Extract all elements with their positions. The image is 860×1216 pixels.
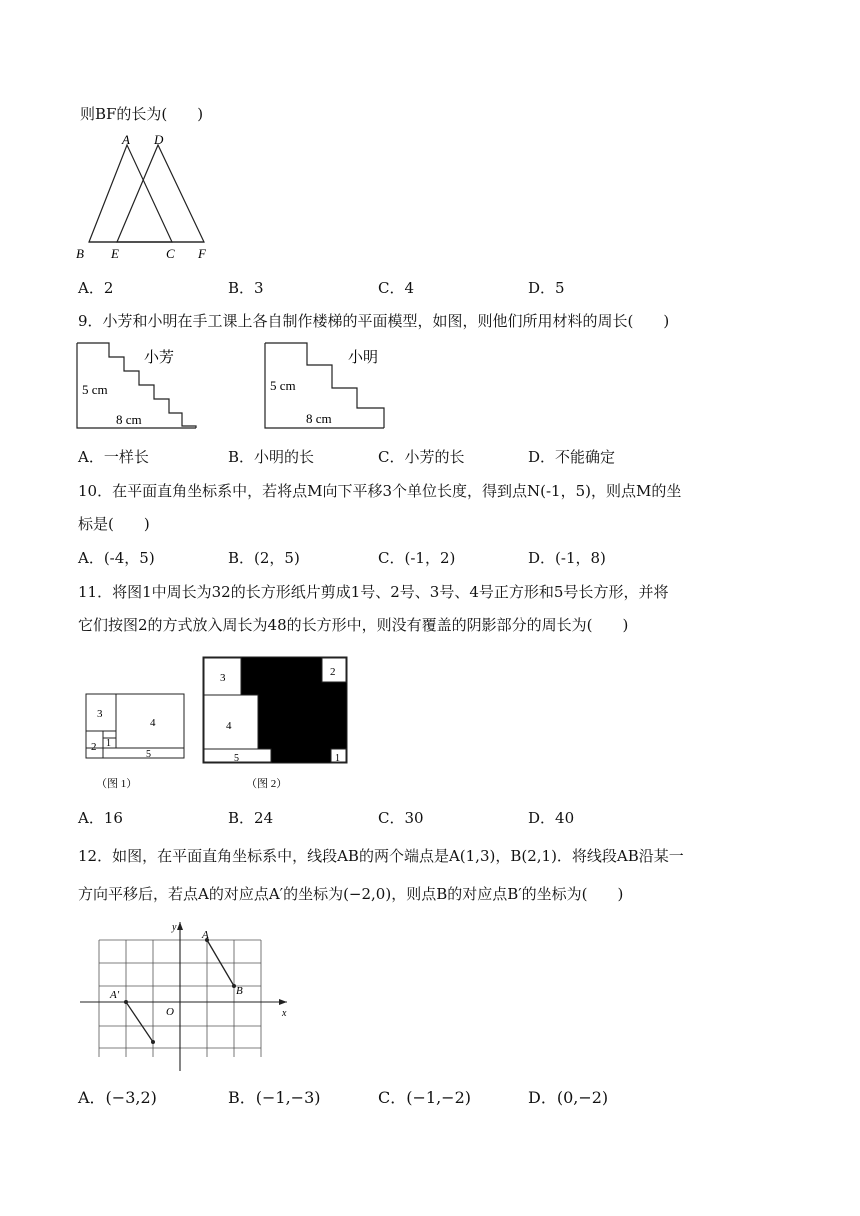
q8-option-b: B．3 — [228, 279, 264, 297]
q11-figure-1 — [82, 690, 188, 794]
q9-left-stair-figure — [74, 340, 204, 432]
fig2-label-4: 4 — [226, 720, 232, 732]
q8-tail: 则BF的长为( ) — [80, 105, 204, 123]
q11-option-a: A．16 — [78, 809, 123, 827]
right-height: 5 cm — [270, 378, 296, 393]
fig2-label-1: 1 — [335, 753, 340, 764]
point-b-label: B — [236, 985, 243, 997]
fig1-label-5: 5 — [146, 749, 151, 760]
q8-triangles-figure — [72, 132, 222, 264]
label-f: F — [198, 246, 206, 261]
q12-option-c: C．(−1,−2) — [378, 1088, 471, 1107]
point-a-label: A — [202, 929, 209, 941]
q10-stem-line1: 10．在平面直角坐标系中，若将点M向下平移3个单位长度，得到点N(-1，5)，则点M的坐 — [78, 482, 682, 500]
fig2-label-2: 2 — [330, 666, 336, 678]
q9-option-d: D．不能确定 — [528, 448, 616, 466]
q12-option-b: B．(−1,−3) — [228, 1088, 321, 1107]
q11-option-c: C．30 — [378, 809, 424, 827]
q11-stem-line1: 11．将图1中周长为32的长方形纸片剪成1号、2号、3号、4号正方形和5号长方形，并将 — [78, 583, 669, 601]
q11-figure-2 — [198, 652, 353, 794]
q9-option-a: A．一样长 — [78, 448, 149, 466]
right-name: 小明 — [348, 350, 379, 366]
left-width: 8 cm — [116, 412, 142, 427]
q9-option-c: C．小芳的长 — [378, 448, 465, 466]
q11-option-b: B．24 — [228, 809, 274, 827]
fig2-label-5: 5 — [234, 753, 239, 764]
x-axis-label: x — [282, 1008, 287, 1019]
q12-stem-line1: 12．如图，在平面直角坐标系中，线段AB的两个端点是A(1,3)，B(2,1)．将线段AB沿某一 — [78, 847, 684, 865]
fig1-label-3: 3 — [97, 708, 103, 720]
label-e: E — [111, 246, 119, 261]
fig1-label-4: 4 — [150, 717, 156, 729]
fig2-caption: （图 2） — [246, 778, 288, 790]
label-a: A — [122, 132, 130, 147]
q11-stem-line2: 它们按图2的方式放入周长为48的长方形中，则没有覆盖的阴影部分的周长为( ) — [78, 616, 629, 634]
q12-coordinate-figure — [72, 918, 297, 1076]
q8-option-a: A．2 — [78, 279, 114, 297]
q9-option-b: B．小明的长 — [228, 448, 315, 466]
q12-stem-line2: 方向平移后，若点A的对应点A′的坐标为(−2,0)，则点B的对应点B′的坐标为( ) — [78, 885, 624, 903]
label-b: B — [76, 246, 84, 261]
q10-option-a: A．(-4，5) — [78, 549, 155, 567]
right-width: 8 cm — [306, 411, 332, 426]
point-a-prime-label: A′ — [110, 989, 120, 1001]
label-d: D — [154, 132, 164, 147]
q10-option-b: B．(2，5) — [228, 549, 300, 567]
left-name: 小芳 — [144, 350, 175, 366]
fig2-label-3: 3 — [220, 672, 226, 684]
fig1-caption: （图 1） — [96, 778, 138, 790]
q10-option-d: D．(-1，8) — [528, 549, 606, 567]
fig1-label-2: 2 — [91, 741, 97, 753]
fig1-label-1: 1 — [106, 738, 111, 749]
origin-label: O — [166, 1006, 174, 1018]
q12-option-a: A．(−3,2) — [78, 1088, 157, 1107]
q10-option-c: C．(-1，2) — [378, 549, 456, 567]
y-axis-label: y — [172, 922, 177, 933]
left-height: 5 cm — [82, 382, 108, 397]
q8-option-d: D．5 — [528, 279, 565, 297]
q9-right-stair-figure — [262, 340, 392, 432]
q11-option-d: D．40 — [528, 809, 575, 827]
q9-stem: 9．小芳和小明在手工课上各自制作楼梯的平面模型，如图，则他们所用材料的周长( ) — [78, 312, 670, 330]
q8-option-c: C．4 — [378, 279, 415, 297]
q12-option-d: D．(0,−2) — [528, 1088, 609, 1107]
q10-stem-line2: 标是( ) — [78, 515, 150, 533]
label-c: C — [166, 246, 175, 261]
